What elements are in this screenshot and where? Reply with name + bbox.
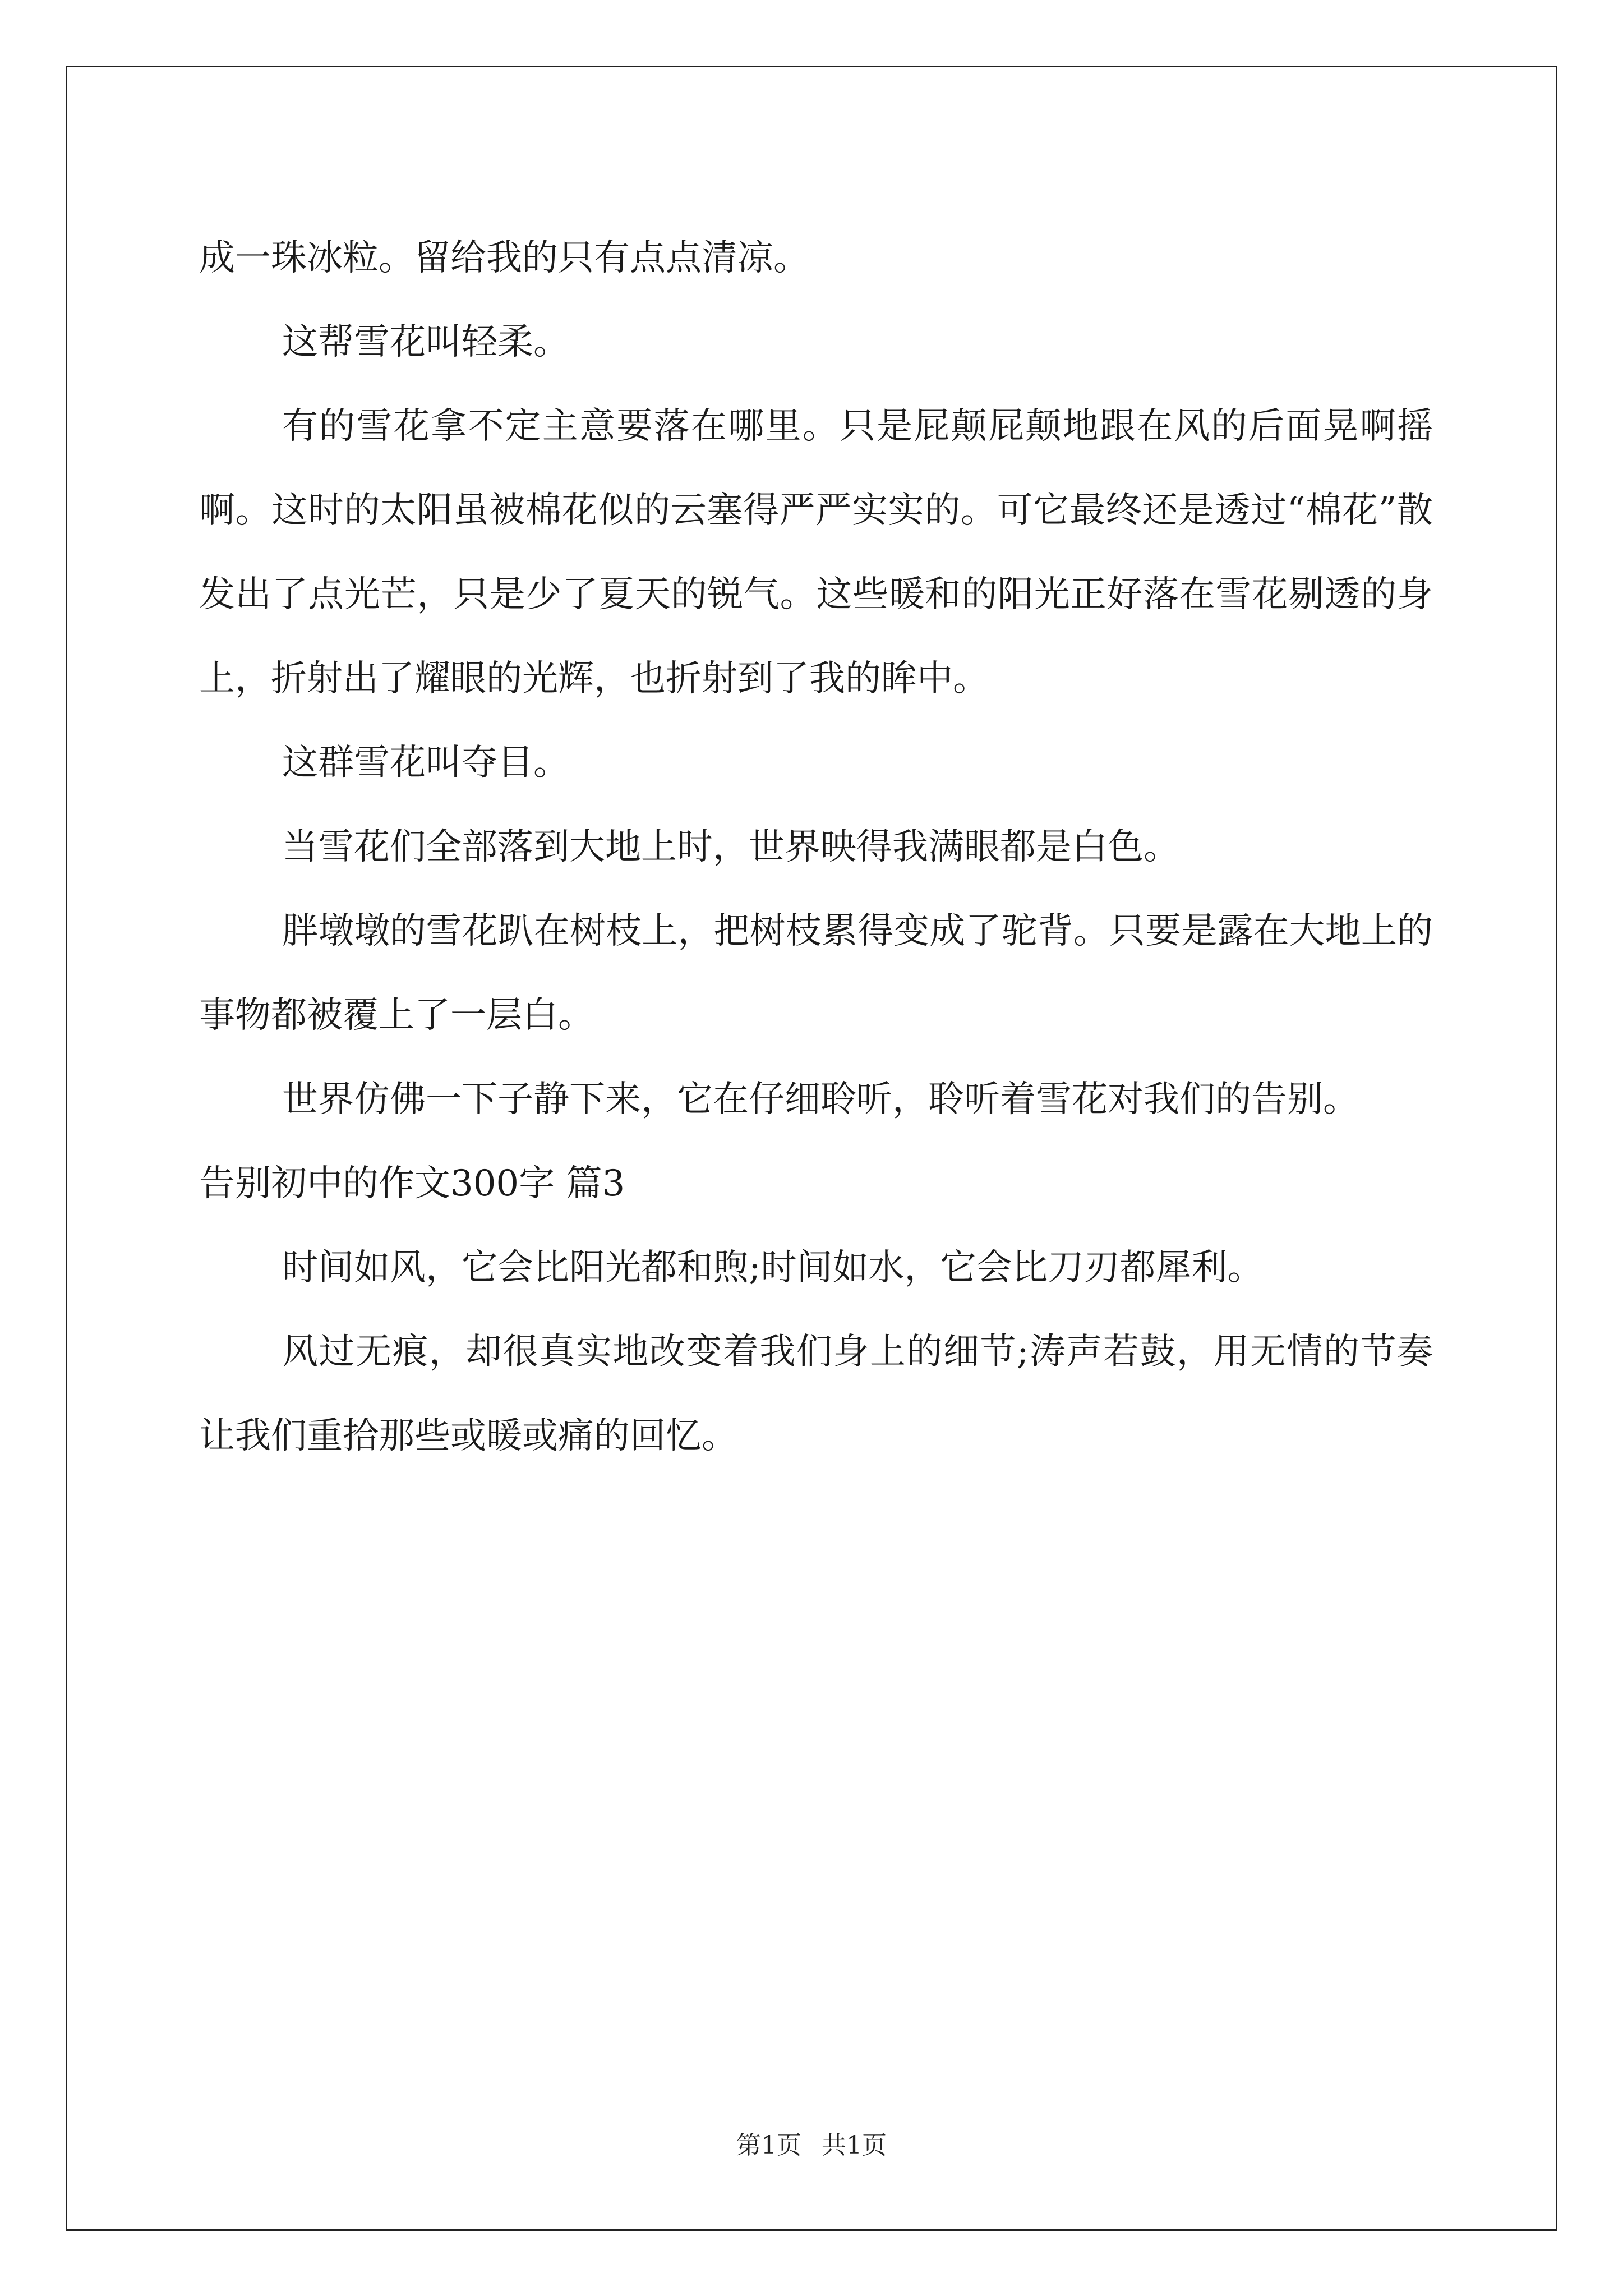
paragraph: 风过无痕，却很真实地改变着我们身上的细节;涛声若鼓，用无情的节奏让我们重拾那些或暖或痛的回忆。 — [199, 1331, 1433, 1457]
paragraph: 世界仿佛一下子静下来，它在仔细聆听，聆听着雪花对我们的告别。 — [282, 1079, 1359, 1120]
paragraph: 成一珠冰粒。留给我的只有点点清凉。 — [199, 237, 809, 279]
paragraph: 时间如风，它会比阳光都和煦;时间如水，它会比刀刃都犀利。 — [282, 1247, 1264, 1289]
page-total: 共1页 — [822, 2131, 887, 2160]
paragraph: 这群雪花叫夺目。 — [282, 742, 569, 784]
paragraph: 这帮雪花叫轻柔。 — [282, 321, 569, 363]
page-footer — [0, 2125, 1623, 2161]
section-heading: 告别初中的作文300字 篇3 — [199, 1163, 625, 1204]
document-body — [199, 216, 1433, 1478]
paragraph: 当雪花们全部落到大地上时，世界映得我满眼都是白色。 — [282, 826, 1179, 868]
page-number: 第1页 — [736, 2131, 801, 2160]
paragraph: 胖墩墩的雪花趴在树枝上，把树枝累得变成了驼背。只要是露在大地上的事物都被覆上了一层白。 — [199, 910, 1433, 1036]
paragraph: 有的雪花拿不定主意要落在哪里。只是屁颠屁颠地跟在风的后面晃啊摇啊。这时的太阳虽被棉花似的云塞得严严实实的。可它最终还是透过“棉花”散发出了点光芒，只是少了夏天的锐气。这些暖和的阳光正好落在雪花剔透的身上，折射出了耀眼的光辉，也折射到了我的眸中。 — [199, 406, 1433, 700]
